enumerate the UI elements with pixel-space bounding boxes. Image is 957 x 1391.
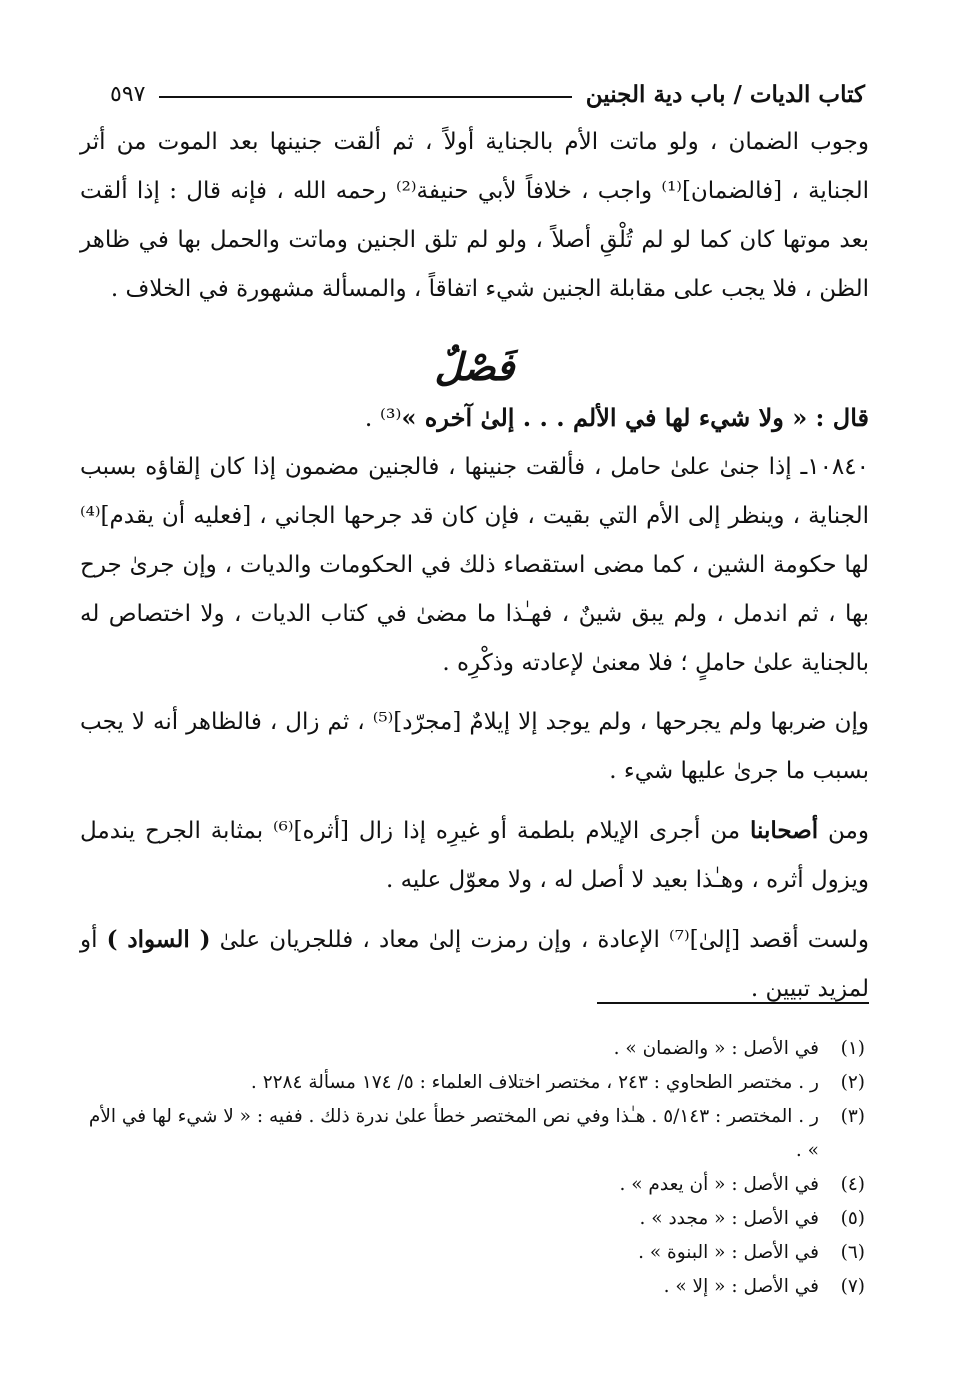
footnote-number: (٥) [840,1208,865,1229]
footnote-text: في الأصل : « أن يعدم » . [619,1174,819,1195]
header-rule [159,96,571,98]
footnote [80,1100,865,1168]
quoted-text-footnote-ref: ⁽³⁾ . [364,404,402,432]
paragraph-4-rest: من أجرى الإيلام بلطمة أو غيرِه إذا زال [أثره]⁽⁶⁾ بمثابة الجرح يندمل ويزول أثره ، وهـٰذا بعيد لا أصل له ، ولا معوّل عليه . [80,818,869,893]
chapter-title: كتاب الديات / باب دية الجنين [585,80,865,108]
footnote-text: ر . المختصر : ٥/١٤٣ . هـٰذا وفي نص المختصر خطأ علىٰ ندرة ذلك . ففيه : « لا شيء لها في الأم » . [88,1106,819,1161]
footnote [80,1202,865,1236]
footnote-number: (١) [840,1038,865,1059]
running-header [110,74,865,114]
quoted-text-line [80,393,869,443]
footnotes [80,1032,865,1304]
footnote-text: في الأصل : « والضمان » . [613,1038,819,1059]
paragraph-5-rest: أو لمزيد تبيين . [80,927,869,1002]
paragraph-3: وإن ضربها ولم يجرحها ، ولم يوجد إلا إيلامٌ [مجرّد]⁽⁵⁾ ، ثم زال ، فالظاهر أنه لا يجب بسبب ما جرىٰ عليها شيء . [80,709,869,784]
paragraph-5-start: ولست أقصد [إلىٰ]⁽⁷⁾ الإعادة ، وإن رمزت إلىٰ معاد ، فللجريان علىٰ [210,927,869,953]
footnote-number: (٣) [840,1106,865,1127]
quoted-text: قال : « ولا شيء لها في الألم . . . إلىٰ آخره » [401,403,869,432]
paragraph-5-emphasis: ( السواد ) [106,926,211,953]
footnote-text: ر . مختصر الطحاوي : ٢٤٣ ، مختصر اختلاف العلماء : ٥/ ١٧٤ مسألة ٢٢٨٤ . [250,1072,819,1093]
paragraph-4-emphasis: أصحابنا [750,817,819,844]
footnote-number: (٦) [840,1242,865,1263]
footnote-number: (٧) [840,1276,865,1297]
footnote-text: في الأصل : « البنوة » . [638,1242,819,1263]
footnote [80,1270,865,1304]
footnote-separator [597,1002,869,1004]
footnote-number: (٤) [840,1174,865,1195]
main-text [80,118,869,1014]
section-heading: فَصْلٌ [434,344,515,389]
footnote-number: (٢) [840,1072,865,1093]
footnote-text: في الأصل : « إلا » . [663,1276,819,1297]
footnote [80,1032,865,1066]
footnote-text: في الأصل : « مجدد » . [639,1208,819,1229]
paragraph-4 [80,806,869,905]
paragraph-5 [80,915,869,1014]
paragraph-4-start: ومن [818,818,869,844]
footnote [80,1236,865,1270]
paragraph-1: وجوب الضمان ، ولو ماتت الأم بالجناية أولاً ، ثم ألقت جنينها بعد الموت من أثر الجناية ، [فالضمان]⁽¹⁾ واجب ، خلافاً لأبي حنيفة⁽²⁾ رحمه الله ، فإنه قال : إذا ألقت بعد موتها كان كما لو لم تُلْقِ أصلاً ، ولو لم تلق الجنين وماتت والحمل بها في ظاهر الظن ، فلا يجب على مقابلة الجنين شيء اتفاقاً ، والمسألة مشهورة في الخلاف . [80,129,869,302]
paragraph-10840: ١٠٨٤٠ـ إذا جنىٰ علىٰ حامل ، فألقت جنينها ، فالجنين مضمون إذا كان إلقاؤه بسبب الجناية ، وينظر إلى الأم التي بقيت ، فإن كان قد جرحها الجاني ، [فعليه أن يقدم]⁽⁴⁾ لها حكومة الشين ، كما مضى استقصاء ذلك في الحكومات والديات ، وإن جرىٰ جرح بها ، ثم اندمل ، ولم يبق شينٌ ، فهـٰذا ما مضىٰ في كتاب الديات ، ولا اختصاص له بالجناية علىٰ حاملٍ ؛ فلا معنىٰ لإعادته وذكْرِه . [80,454,869,676]
footnote [80,1066,865,1100]
page-number: ٥٩٧ [110,81,146,107]
footnote [80,1168,865,1202]
